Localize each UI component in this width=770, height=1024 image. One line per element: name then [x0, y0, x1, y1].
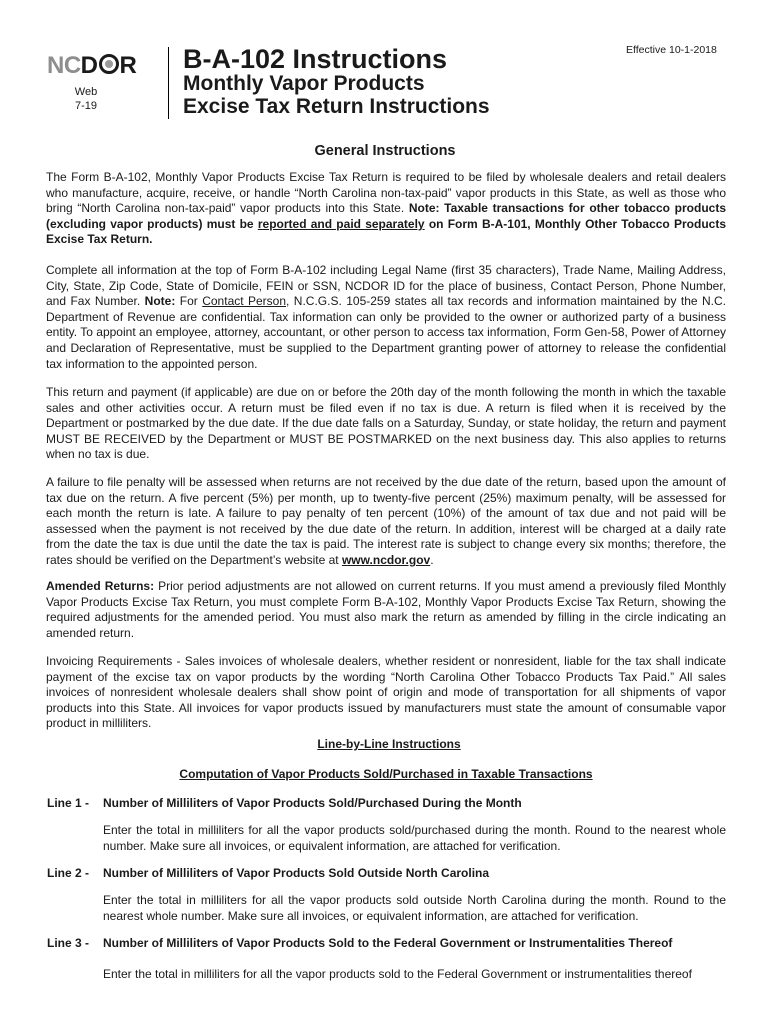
subtitle-line-1: Monthly Vapor Products: [183, 72, 425, 95]
paragraph-invoicing: Invoicing Requirements - Sales invoices of wholesale dealers, whether resident or nonresident, liable for the tax shall indicate payment of the excise tax on vapor products by the wording “North Carolina Other Tobacco Products Tax Paid.” All sales invoices of nonresident wholesale dealers shall show point of origin and mode of transportation for all shipments of vapor products into this State. All invoices for vapor products issued by manufacturers must state the amount of consumable vapor product in milliliters.: [46, 654, 726, 731]
paragraph-complete-information: Complete all information at the top of Form B-A-102 including Legal Name (first 35 characters), Trade Name, Mailing Address, City, State, Zip Code, State of Domicile, FEIN or SSN, NCDOR ID for the place of business, Contact Person, Phone Number, and Fax Number. Note: For Contact Person, N.C.G.S. 105-259 states all tax records and information maintained by the N.C. Department of Revenue are confidential. Tax information can only be provided to the owner or authorized party of a business entity. To appoint an employee, attorney, accountant, or other person to access tax information, Form Gen-58, Power of Attorney and Declaration of Representative, must be supplied to the Department granting power of attorney to release the confidential tax information to the appointed person.: [46, 263, 727, 371]
logo-o-icon: [99, 54, 119, 74]
ncdor-website-link[interactable]: www.ncdor.gov: [341, 552, 431, 567]
logo-d: D: [80, 52, 98, 79]
effective-date: Effective 10-1-2018: [626, 44, 717, 56]
line-3-body: Enter the total in milliliters for all the vapor products sold to the Federal Government or instrumentalities thereof: [103, 967, 692, 981]
line-1-label: Line 1 -: [47, 796, 90, 810]
ncdor-logo: NCD R: [47, 52, 137, 79]
general-instructions-heading: General Instructions: [314, 143, 456, 159]
line-1-body: Enter the total in milliliters for all the vapor products sold/purchased during the month. Round to the nearest whole number. Make sure all invoices, or equivalent information, are attached for verification.: [103, 823, 726, 853]
paragraph-penalties: A failure to file penalty will be assessed when returns are not received by the due date of the return, based upon the amount of tax due on the return. A five percent (5%) per month, up to twenty-five percent (25%) maximum penalty, will be assessed for each month the return is late. A failure to pay penalty of ten percent (10%) of the amount of tax due and not paid will be assessed when the payment is not received by the due date of the return. In addition, interest will be charged at a daily rate from the date the tax is due until the date the tax is paid. The interest rate is subject to change every six months; therefore, the rates should be verified on the Department’s website at www.ncdor.gov.: [46, 475, 726, 567]
page-title: B-A-102 Instructions: [183, 44, 448, 74]
line-3-title: Number of Milliliters of Vapor Products Sold to the Federal Government or Instrumentalities Thereof: [103, 936, 673, 950]
line-3-label: Line 3 -: [47, 936, 90, 950]
line-2-title: Number of Milliliters of Vapor Products Sold Outside North Carolina: [103, 866, 490, 880]
paragraph-amended-returns: Amended Returns: Prior period adjustments are not allowed on current returns. If you must amend a previously filed Monthly Vapor Products Excise Tax Return, you must complete Form B-A-102, Monthly Vapor Products Excise Tax Return, showing the required adjustments for the amended period. You must also mark the return as amended by filling in the circle indicating an amended return.: [46, 579, 726, 640]
version-date: 7-19: [74, 100, 98, 112]
logo-r: R: [119, 52, 137, 79]
page-subtitle: [183, 72, 490, 118]
subtitle-line-2: Excise Tax Return Instructions: [183, 95, 490, 118]
header-divider: [168, 47, 169, 119]
paragraph-due-date: This return and payment (if applicable) are due on or before the 20th day of the month following the month in which the taxable sales and other activities occur. A return must be filed even if no tax is due. A return is filed when it is received by the Department or postmarked by the due date. If the due date falls on a Saturday, Sunday, or state holiday, the return and payment MUST BE RECEIVED by the Department or MUST BE POSTMARKED on the next business day. This also applies to returns when no tax is due.: [46, 385, 726, 462]
computation-section-heading: Computation of Vapor Products Sold/Purchased in Taxable Transactions: [179, 767, 593, 781]
line-2-body: Enter the total in milliliters for all the vapor products sold outside North Carolina during the month. Round to the nearest whole number. Make sure all invoices, or equivalent information, are attached for verification.: [103, 893, 726, 923]
line-1-title: Number of Milliliters of Vapor Products Sold/Purchased During the Month: [103, 796, 522, 810]
line-2-label: Line 2 -: [47, 866, 90, 880]
paragraph-filing-requirement: The Form B-A-102, Monthly Vapor Products Excise Tax Return is required to be filed by wholesale dealers and retail dealers who manufacture, acquire, receive, or handle “North Carolina non-tax-paid” vapor products in this State, as well as those who bring “North Carolina non-tax-paid” vapor products into this State. Note: Taxable transactions for other tobacco products (excluding vapor products) must be reported and paid separately on Form B-A-101, Monthly Other Tobacco Products Excise Tax Return.: [46, 170, 726, 247]
line-by-line-heading: Line-by-Line Instructions: [317, 737, 461, 751]
version-web: Web: [74, 86, 98, 98]
